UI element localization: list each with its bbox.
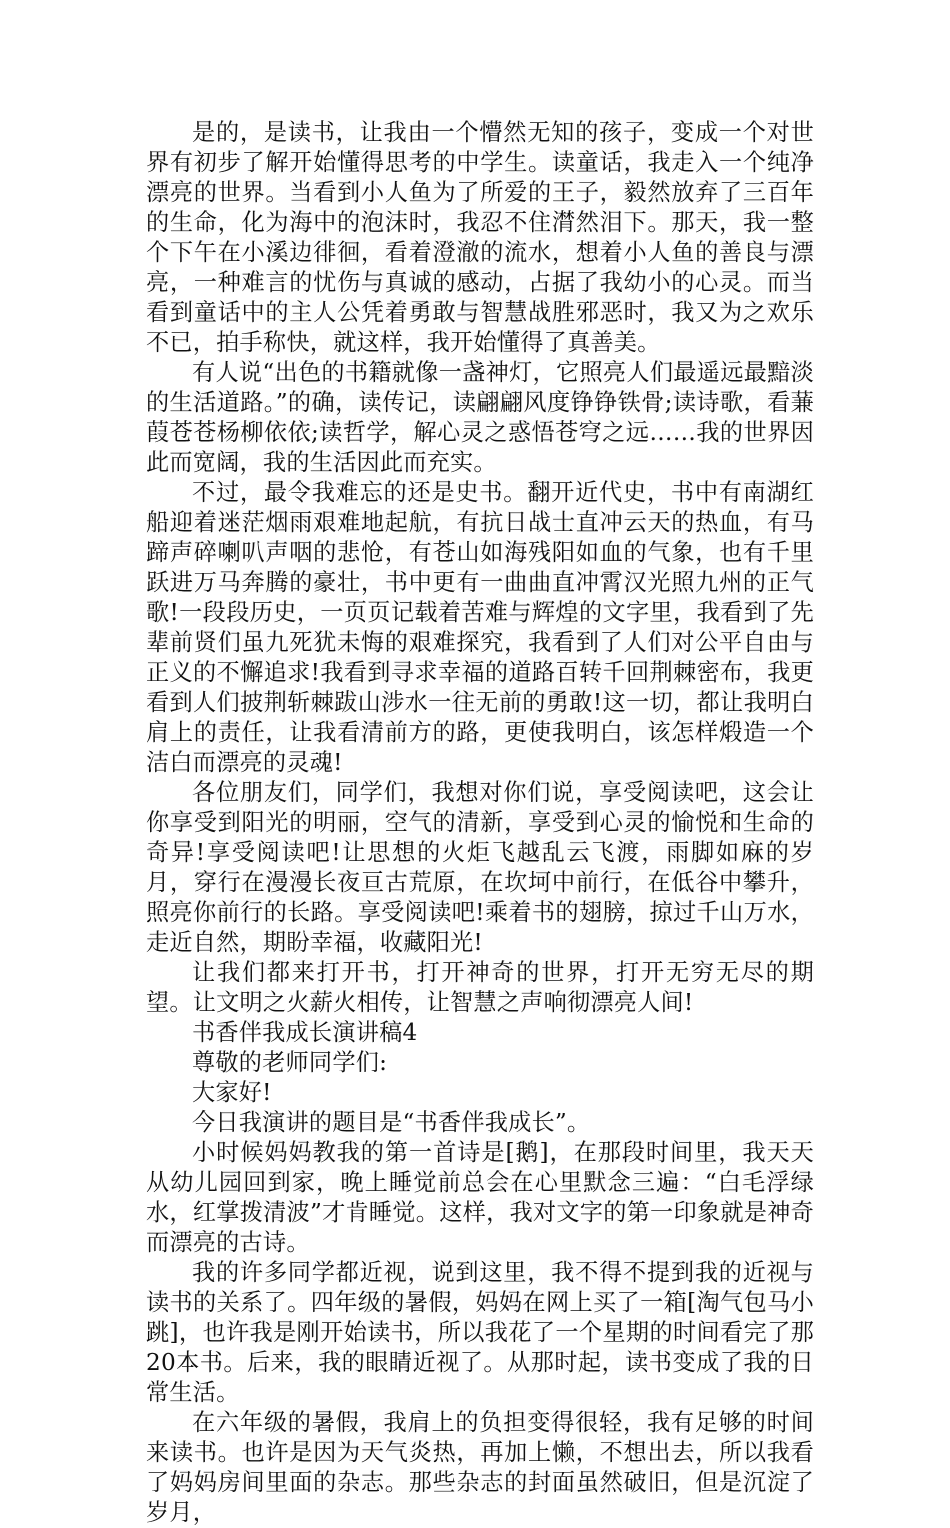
paragraph-books-lamp: 有人说“出色的书籍就像一盏神灯，它照亮人们最遥远最黯淡的生活道路。”的确，读传记，读翩翩风度铮铮铁骨;读诗歌，看蒹葭苍苍杨柳依依;读哲学，解心灵之惑悟苍穹之远……我的世界因此而宽阔，我的生活因此而充实。 — [146, 359, 814, 476]
speech-title: 书香伴我成长演讲稿4 — [192, 1019, 418, 1046]
paragraph-open-books: 让我们都来打开书，打开神奇的世界，打开无穷无尽的期望。让文明之火薪火相传，让智慧之声响彻漂亮人间! — [146, 959, 814, 1016]
paragraph-first-poem: 小时候妈妈教我的第一首诗是[鹅]，在那段时间里，我天天从幼儿园回到家，晚上睡觉前总会在心里默念三遍：“白毛浮绿水，红掌拨清波”才肯睡觉。这样，我对文字的第一印象就是神奇而漂亮的古诗。 — [146, 1139, 814, 1256]
speech-topic: 今日我演讲的题目是“书香伴我成长”。 — [192, 1109, 591, 1136]
paragraph-enjoy-reading: 各位朋友们，同学们，我想对你们说，享受阅读吧，这会让你享受到阳光的明丽，空气的清新，享受到心灵的愉悦和生命的奇异!享受阅读吧!让思想的火炬飞越乱云飞渡，雨脚如麻的岁月，穿行在漫漫长夜亘古荒原，在坎坷中前行，在低谷中攀升，照亮你前行的长路。享受阅读吧!乘着书的翅膀，掠过千山万水，走近自然，期盼幸福，收藏阳光! — [146, 779, 814, 956]
paragraph-reading-childhood: 是的，是读书，让我由一个懵然无知的孩子，变成一个对世界有初步了解开始懂得思考的中学生。读童话，我走入一个纯净漂亮的世界。当看到小人鱼为了所爱的王子，毅然放弃了三百年的生命，化为海中的泡沫时，我忍不住潸然泪下。那天，我一整个下午在小溪边徘徊，看着澄澈的流水，想着小人鱼的善良与漂亮，一种难言的忧伤与真诚的感动，占据了我幼小的心灵。而当看到童话中的主人公凭着勇敢与智慧战胜邪恶时，我又为之欢乐不已，拍手称快，就这样，我开始懂得了真善美。 — [146, 119, 814, 356]
paragraph-history-books: 不过，最令我难忘的还是史书。翻开近代史，书中有南湖红船迎着迷茫烟雨艰难地起航，有抗日战士直冲云天的热血，有马蹄声碎喇叭声咽的悲怆，有苍山如海残阳如血的气象，也有千里跃进万马奔腾的豪壮，书中更有一曲曲直冲霄汉光照九州的正气歌!一段段历史，一页页记载着苦难与辉煌的文字里，我看到了先辈前贤们虽九死犹未悔的艰难探究，我看到了人们对公平自由与正义的不懈追求!我看到寻求幸福的道路百转千回荆棘密布，我更看到人们披荆斩棘跋山涉水一往无前的勇敢!这一切，都让我明白肩上的责任，让我看清前方的路，更使我明白，该怎样煅造一个洁白而漂亮的灵魂! — [146, 479, 814, 776]
greeting: 大家好! — [192, 1079, 272, 1106]
salutation: 尊敬的老师同学们: — [192, 1049, 388, 1076]
paragraph-nearsighted: 我的许多同学都近视，说到这里，我不得不提到我的近视与读书的关系了。四年级的暑假，妈妈在网上买了一箱[淘气包马小跳]，也许我是刚开始读书，所以我花了一个星期的时间看完了那20本书。后来，我的眼睛近视了。从那时起，读书变成了我的日常生活。 — [146, 1259, 814, 1406]
document-body — [146, 118, 814, 1528]
paragraph-summer-magazines: 在六年级的暑假，我肩上的负担变得很轻，我有足够的时间来读书。也许是因为天气炎热，再加上懒，不想出去，所以我看了妈妈房间里面的杂志。那些杂志的封面虽然破旧，但是沉淀了岁月， — [146, 1409, 814, 1526]
